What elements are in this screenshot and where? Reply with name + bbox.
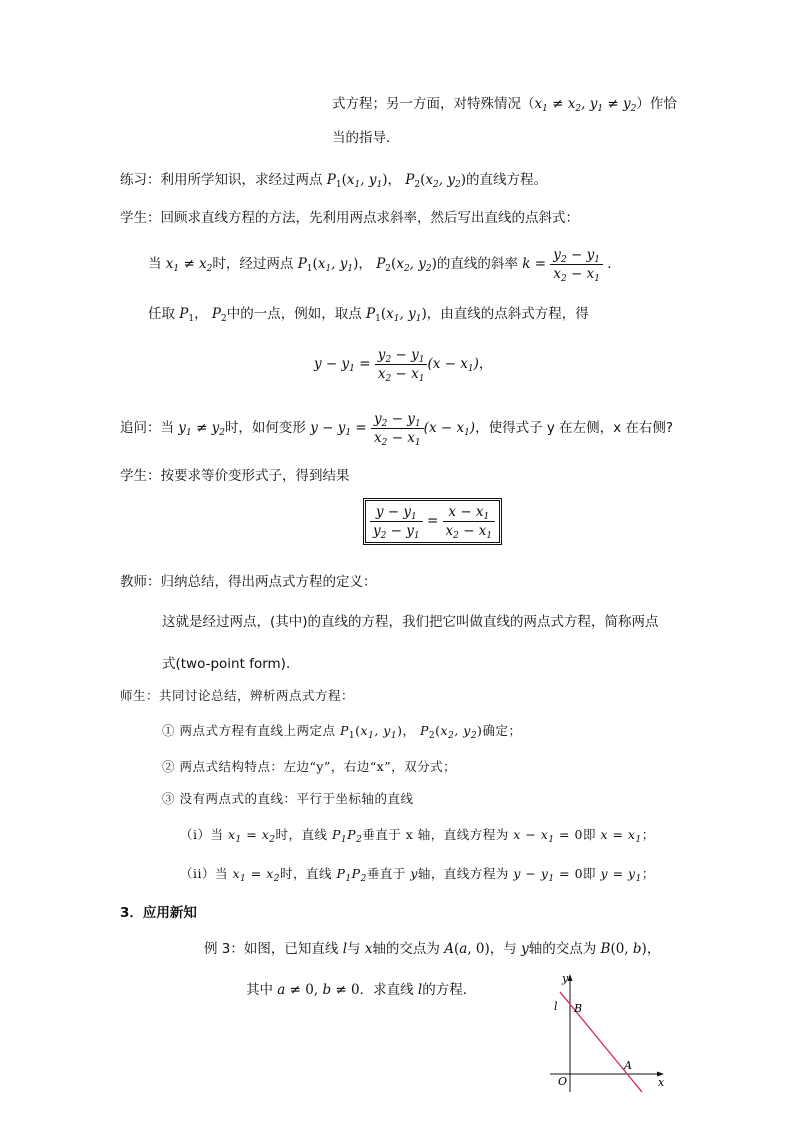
intro-text-end: ）作恰: [636, 96, 677, 112]
followup-line: 追问：当 $y_1 \ne y_2$时，如何变形 $y - y_1$ = $\frac{y_2 - y_1}{x_2 - x_1}$ $(x - x_1)$，使得式子 y 在左侧，x 在右侧?: [120, 410, 674, 448]
line-intercept-figure: [540, 968, 670, 1098]
slope-fraction: $\frac{y_2 - y_1}{x_2 - x_1}$: [550, 246, 603, 283]
y-axis-arrow: [568, 974, 573, 981]
discussion-sub-2: （ii）当 $x_1 = x_2$时，直线 $P_1P_2$垂直于 y轴，直线方程为 $y - y_1 = 0$即 $y = y_1$；: [180, 866, 655, 884]
line-l-label: l: [554, 1000, 558, 1013]
two-point-formula-box: $\frac{y - y_1}{y_2 - y_1}$ = $\frac{x - x_1}{x_2 - x_1}$: [363, 498, 502, 545]
slope-line: 当 $x_1 \ne x_2$时，经过两点 $P_1(x_1$, $y_1$)， $P_2(x_2$, $y_2$)的直线的斜率 k = $\frac{y_2 - y_1}{x_2 - x_1}$ .: [148, 246, 612, 284]
y-axis-label: y: [562, 972, 569, 985]
discussion-title: 师生：共同讨论总结，辨析两点式方程：: [120, 688, 355, 703]
discussion-item-3: ③ 没有两点式的直线：平行于坐标轴的直线: [162, 791, 414, 806]
student-line-2: 学生：按要求等价变形式子，得到结果: [120, 468, 350, 484]
origin-label: O: [558, 1075, 568, 1088]
point-slope-equation: $y - y_1$ = $\frac{y_2 - y_1}{x_2 - x_1}$ $(x - x_1)$，: [314, 346, 493, 384]
definition-line-1: 这就是经过两点，(其中)的直线的方程，我们把它叫做直线的两点式方程，简称两点: [162, 614, 659, 630]
pick-line: 任取 $P_1$， $P_2$中的一点，例如，取点 $P_1(x_1$, $y_1$)，由直线的点斜式方程，得: [148, 306, 589, 324]
intro-line-2: 当的指导.: [332, 130, 391, 146]
teacher-line: 教师：归纳总结，得出两点式方程的定义：: [120, 574, 377, 590]
example-3-line-2: 其中 a ≠ 0, b ≠ 0．求直线 l的方程．: [246, 982, 477, 998]
discussion-item-2: ② 两点式结构特点：左边“y”，右边“x”，双分式；: [162, 759, 457, 774]
x-axis-label: x: [658, 1076, 665, 1089]
point-b-label: B: [574, 1002, 583, 1015]
line-l: [560, 992, 642, 1092]
definition-line-2: 式(two-point form).: [162, 656, 291, 672]
intro-text: 式方程；另一方面，对特殊情况（: [332, 96, 535, 112]
discussion-sub-1: （i）当 $x_1 = x_2$时，直线 $P_1P_2$垂直于 x 轴，直线方程为 $x - x_1 = 0$即 $x = x_1$；: [180, 827, 655, 845]
example-3-line-1: 例 3：如图，已知直线 l与 x轴的交点为 A(a, 0)，与 y轴的交点为 B(0, b)，: [204, 941, 661, 957]
exercise-line: 练习：利用所学知识，求经过两点 $P_1(x_1$, $y_1$)， $P_2(x_2$, $y_2$)的直线方程。: [120, 172, 547, 190]
student-line-1: 学生：回顾求直线方程的方法，先利用两点求斜率，然后写出直线的点斜式：: [120, 210, 579, 226]
intro-line-1: 式方程；另一方面，对特殊情况（$x_1 \ne x_2$, $y_1 \ne y_2$）作恰: [332, 96, 677, 114]
section-3-title: 3．应用新知: [120, 905, 197, 921]
discussion-item-1: ① 两点式方程有直线上两定点 $P_1(x_1$, $y_1$)， $P_2(x_2$, $y_2$)确定；: [162, 723, 522, 741]
point-a-label: A: [624, 1059, 632, 1072]
